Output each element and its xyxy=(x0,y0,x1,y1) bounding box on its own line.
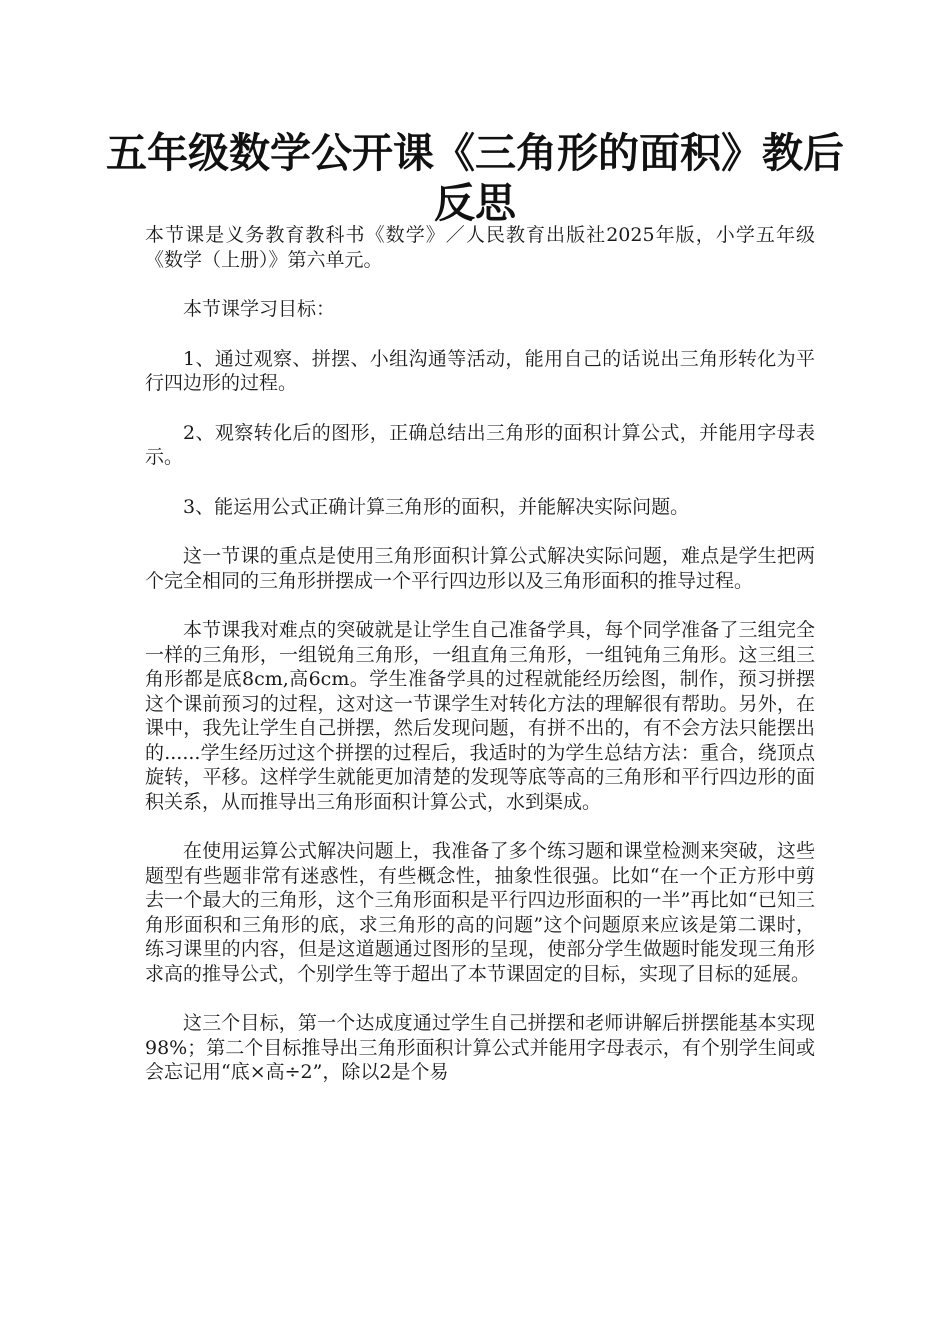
paragraph-gap xyxy=(145,593,815,618)
paragraph-gap xyxy=(145,986,815,1011)
paragraph-intro: 本节课是义务教育教科书《数学》／人民教育出版社2025年版，小学五年级《数学（上册）》第六单元。 xyxy=(145,224,815,271)
paragraph-formula-practice: 在使用运算公式解决问题上，我准备了多个练习题和课堂检测来突破，这些题型有些题非常有迷惑性，有些概念性，抽象性很强。比如“在一个正方形中剪去一个最大的三角形，这个三角形面积是平行四边形面积的一半”再比如“已知三角形面积和三角形的底，求三角形的高的问题”这个问题原来应该是第二课时，练习课里的内容，但是这道题通过图形的呈现，使部分学生做题时能发现三角形求高的推导公式，个别学生等于超出了本节课固定的目标，实现了目标的延展。 xyxy=(145,840,815,985)
paragraph-gap xyxy=(145,396,815,421)
paragraph-objective-1: 1、通过观察、拼摆、小组沟通等活动，能用自己的话说出三角形转化为平行四边形的过程。 xyxy=(145,347,815,394)
paragraph-difficulty-breakthrough: 本节课我对难点的突破就是让学生自己准备学具，每个同学准备了三组完全一样的三角形，一组锐角三角形，一组直角三角形，一组钝角三角形。这三组三角形都是底8cm,高6cm。学生准备学具的过程就能经历绘图，制作，预习拼摆这个课前预习的过程，这对这一节课学生对转化方法的理解很有帮助。另外，在课中，我先让学生自己拼摆，然后发现问题，有拼不出的，有不会方法只能摆出的......学生经历过这个拼摆的过程后，我适时的为学生总结方法：重合，绕顶点旋转，平移。这样学生就能更加清楚的发现等底等高的三角形和平行四边形的面积关系，从而推导出三角形面积计算公式，水到渠成。 xyxy=(145,619,815,813)
paragraph-gap xyxy=(145,519,815,544)
paragraph-gap xyxy=(145,814,815,839)
paragraph-objective-2: 2、观察转化后的图形，正确总结出三角形的面积计算公式，并能用字母表示。 xyxy=(145,421,815,468)
document-title: 五年级数学公开课《三角形的面积》教后反思 xyxy=(106,129,844,227)
paragraph-key-points: 这一节课的重点是使用三角形面积计算公式解决实际问题，难点是学生把两个完全相同的三角形拼摆成一个平行四边形以及三角形面积的推导过程。 xyxy=(145,545,815,592)
paragraph-objectives-heading: 本节课学习目标： xyxy=(183,298,336,320)
paragraph-gap xyxy=(145,272,815,297)
paragraph-objective-3: 3、能运用公式正确计算三角形的面积，并能解决实际问题。 xyxy=(183,495,690,518)
document-body xyxy=(145,223,815,1085)
paragraph-goal-achievement: 这三个目标，第一个达成度通过学生自己拼摆和老师讲解后拼摆能基本实现98%；第二个目标推导出三角形面积计算公式并能用字母表示，有个别学生间或会忘记用“底×高÷2”，除以2是个易 xyxy=(145,1012,815,1083)
paragraph-gap xyxy=(145,470,815,495)
paragraph-gap xyxy=(145,322,815,347)
